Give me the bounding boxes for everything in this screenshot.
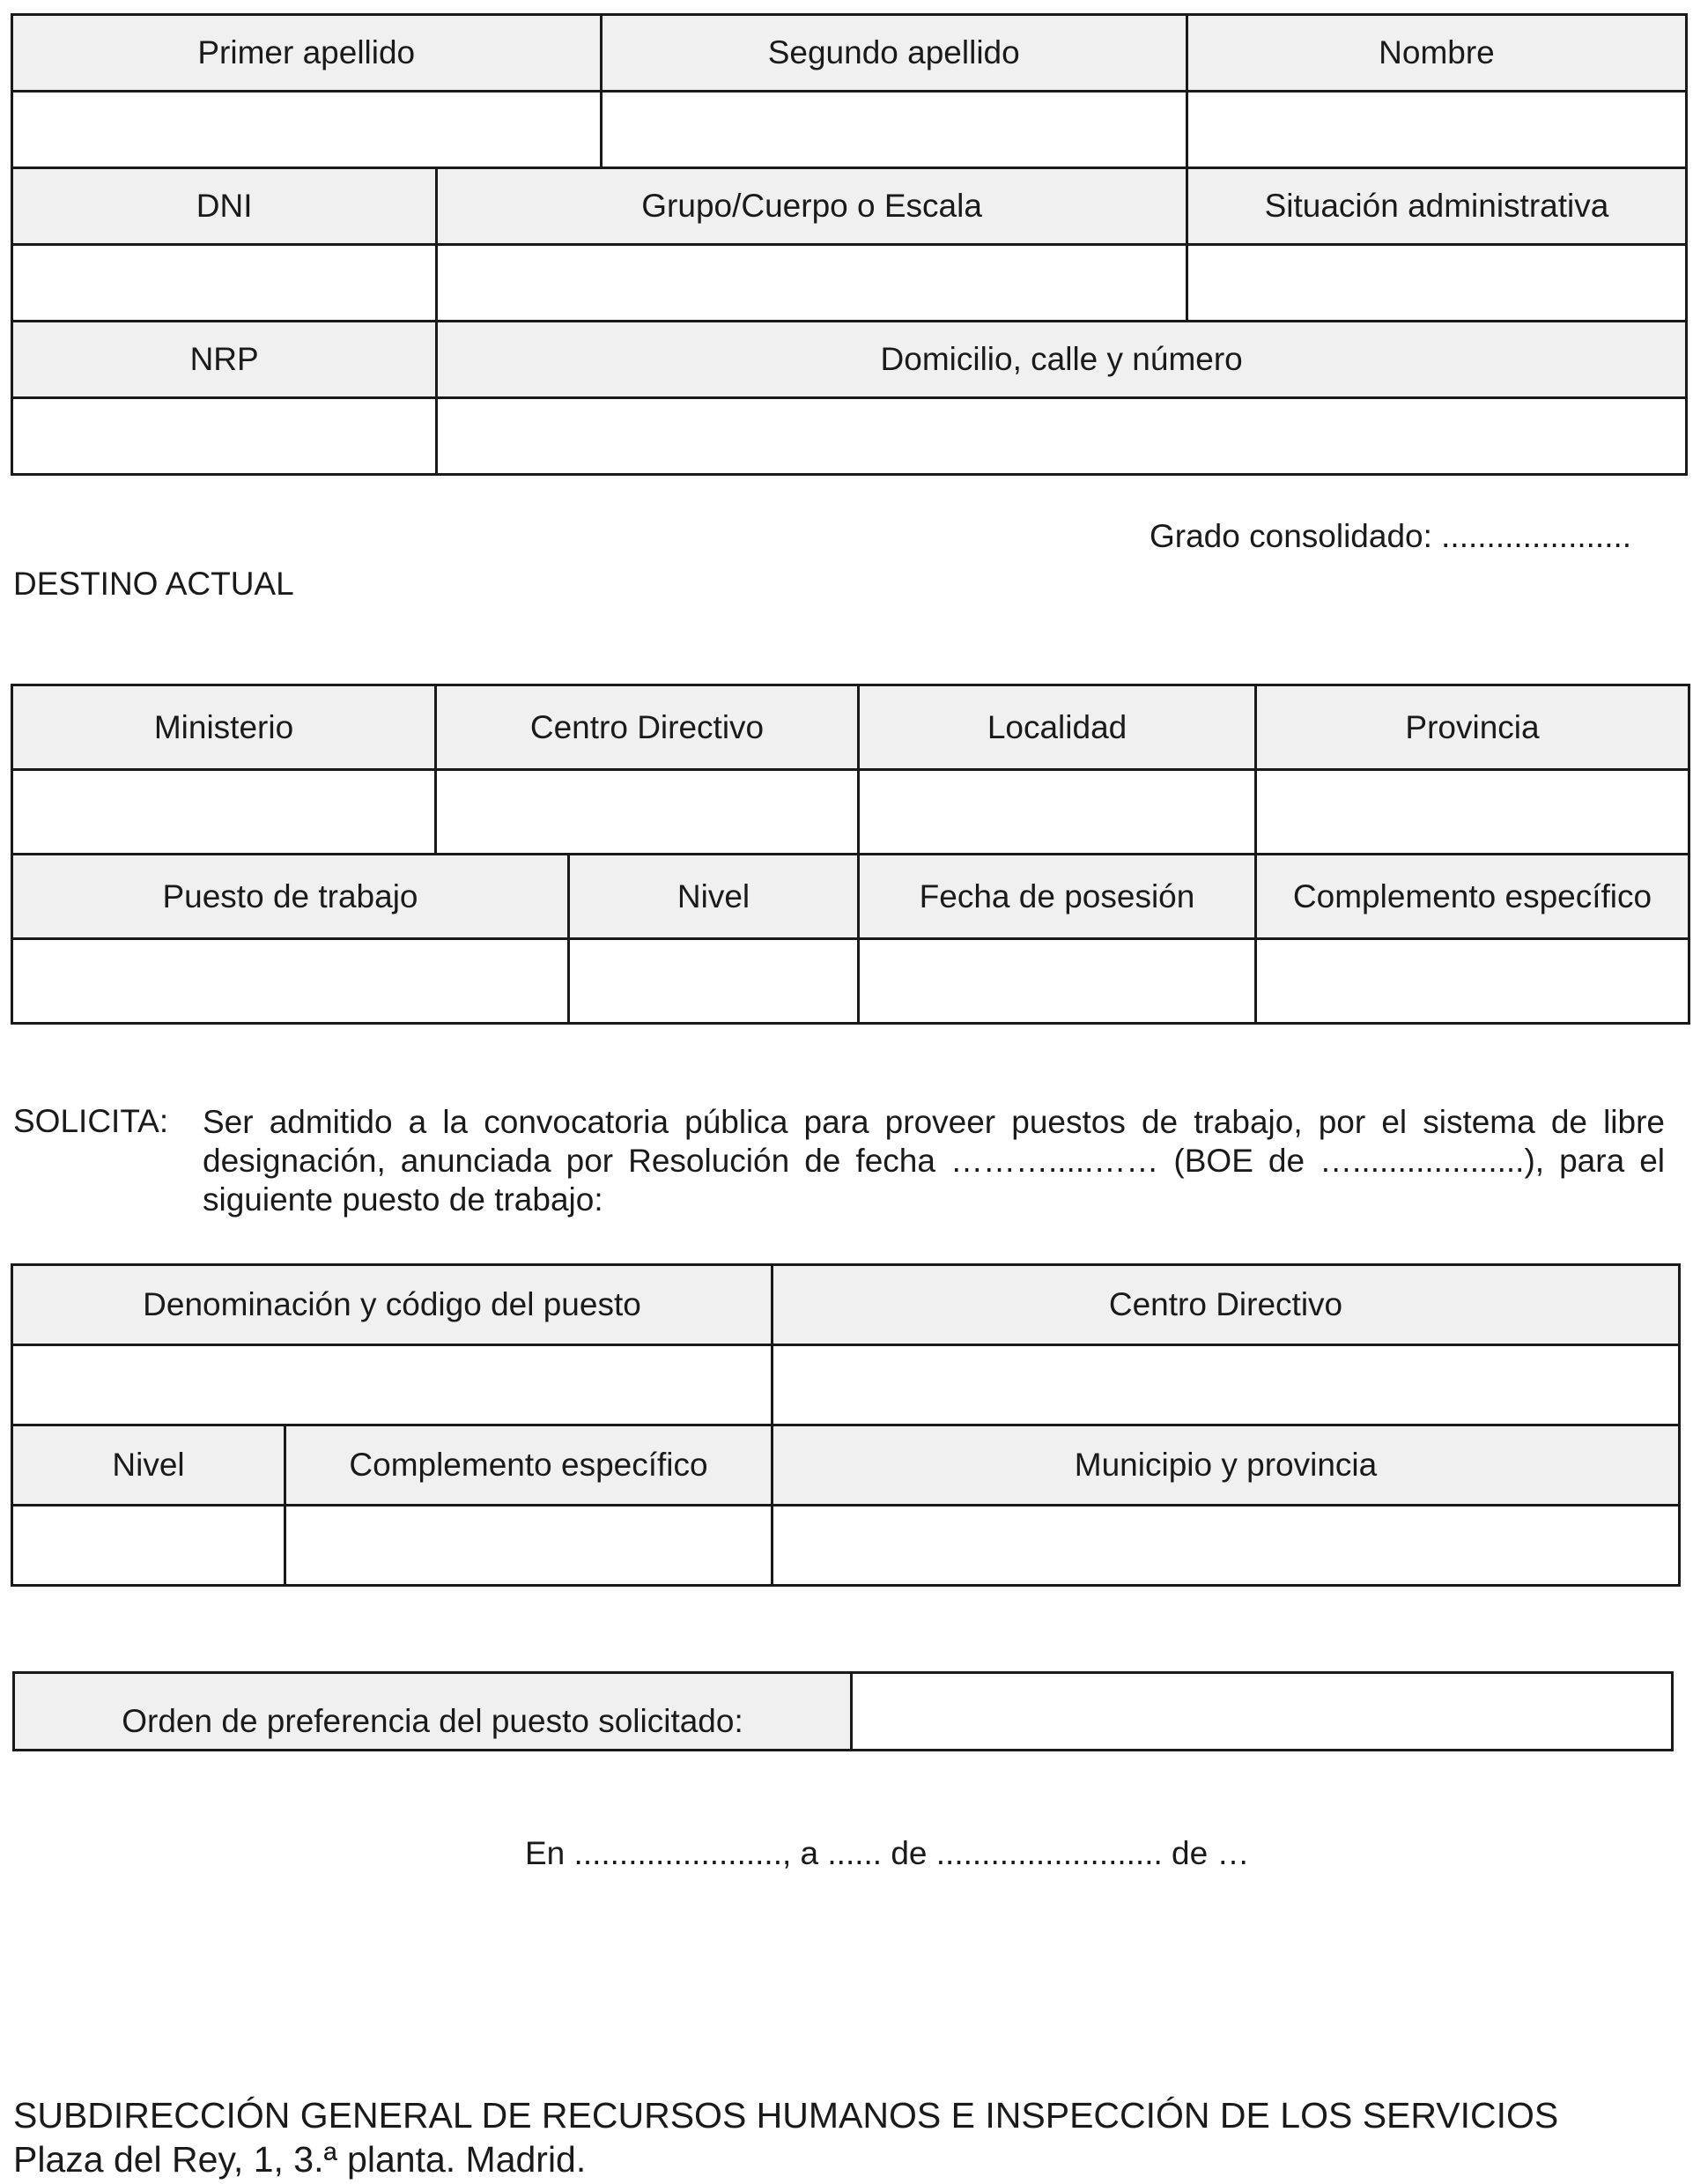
field-denominacion[interactable] [12,1345,773,1425]
header-puesto-trabajo: Puesto de trabajo [12,855,569,939]
field-puesto-complemento[interactable] [285,1506,773,1586]
field-dni[interactable] [12,245,437,322]
header-centro-directivo: Centro Directivo [436,685,859,770]
header-situacion: Situación administrativa [1187,168,1686,245]
field-situacion[interactable] [1187,245,1686,322]
fecha-lugar-line: En ......................., a ...... de ......................... de … [525,1835,1250,1871]
footer-organismo: SUBDIRECCIÓN GENERAL DE RECURSOS HUMANOS E INSPECCIÓN DE LOS SERVICIOS [13,2095,1559,2136]
field-domicilio[interactable] [437,398,1687,475]
field-centro-directivo[interactable] [436,770,859,855]
header-grupo-cuerpo: Grupo/Cuerpo o Escala [437,168,1187,245]
field-segundo-apellido[interactable] [601,92,1187,168]
field-primer-apellido[interactable] [12,92,602,168]
field-orden-preferencia[interactable] [852,1673,1673,1751]
header-nrp: NRP [12,322,437,398]
header-provincia: Provincia [1256,685,1689,770]
header-denominacion: Denominación y código del puesto [12,1265,773,1345]
personal-data-table [11,13,1688,476]
field-grupo-cuerpo[interactable] [437,245,1187,322]
header-fecha-posesion: Fecha de posesión [859,855,1256,939]
header-nivel: Nivel [569,855,859,939]
header-puesto-centro-directivo: Centro Directivo [773,1265,1680,1345]
footer-direccion: Plaza del Rey, 1, 3.ª planta. Madrid. [13,2139,587,2180]
header-puesto-complemento: Complemento específico [285,1425,773,1506]
grado-consolidado: Grado consolidado: ..................... [1150,518,1632,554]
field-municipio-provincia[interactable] [773,1506,1680,1586]
puesto-table [11,1263,1681,1587]
field-provincia[interactable] [1256,770,1689,855]
header-complemento-especifico: Complemento específico [1256,855,1689,939]
field-nivel[interactable] [569,939,859,1024]
field-nrp[interactable] [12,398,437,475]
header-localidad: Localidad [859,685,1256,770]
header-puesto-nivel: Nivel [12,1425,285,1506]
field-puesto-trabajo[interactable] [12,939,569,1024]
header-segundo-apellido: Segundo apellido [601,15,1187,92]
solicita-text: Ser admitido a la convocatoria pública para proveer puestos de trabajo, por el sistema de libre designación, anunciada por Resolución de fecha ……….....…… (BOE de …...................), para el siguiente puesto de trabajo: [203,1104,1665,1218]
destino-table [11,684,1690,1025]
field-localidad[interactable] [859,770,1256,855]
destino-actual-title: DESTINO ACTUAL [13,566,294,602]
field-puesto-nivel[interactable] [12,1506,285,1586]
orden-table [12,1671,1674,1751]
field-nombre[interactable] [1187,92,1686,168]
field-fecha-posesion[interactable] [859,939,1256,1024]
solicita-label: SOLICITA: [13,1103,169,1139]
orden-label: Orden de preferencia del puesto solicitado: [14,1673,852,1751]
field-complemento-especifico[interactable] [1256,939,1689,1024]
header-primer-apellido: Primer apellido [12,15,602,92]
field-ministerio[interactable] [12,770,436,855]
header-dni: DNI [12,168,437,245]
header-domicilio: Domicilio, calle y número [437,322,1687,398]
field-puesto-centro-directivo[interactable] [773,1345,1680,1425]
header-municipio-provincia: Municipio y provincia [773,1425,1680,1506]
header-nombre: Nombre [1187,15,1686,92]
header-ministerio: Ministerio [12,685,436,770]
